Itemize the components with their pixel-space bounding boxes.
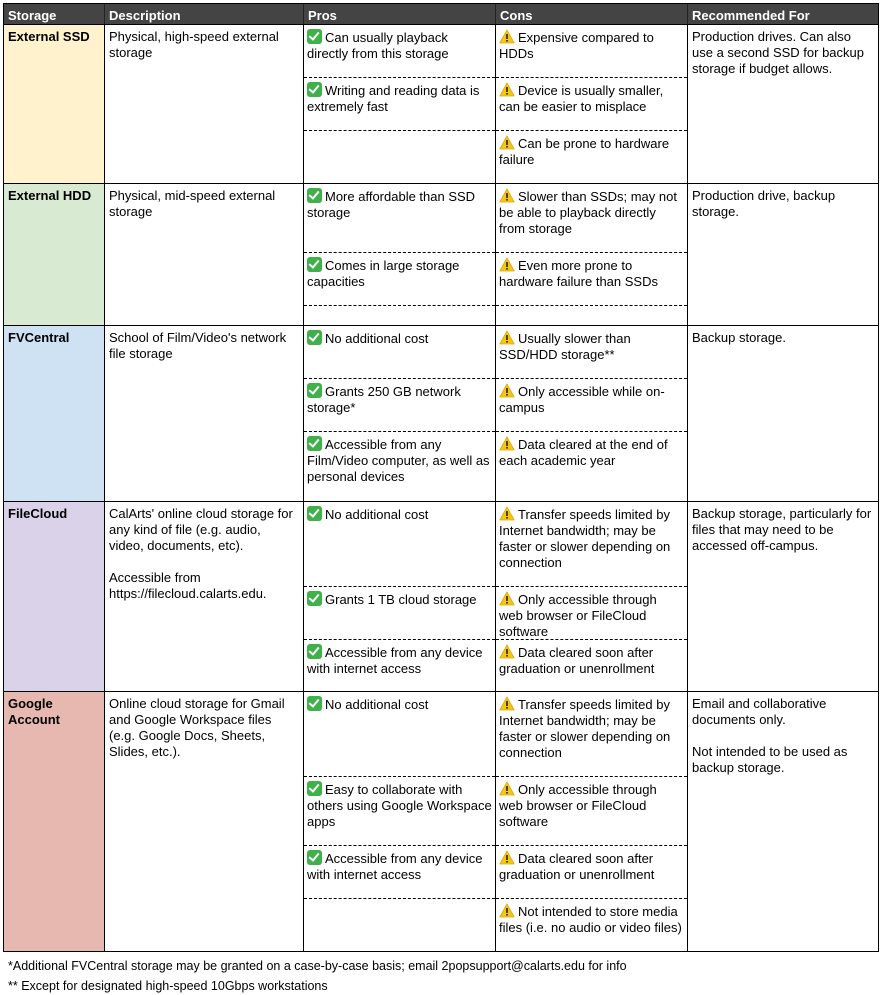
warning-sign-icon	[499, 696, 515, 711]
pro-item	[304, 306, 495, 325]
warning-sign-icon	[499, 591, 515, 606]
recommended-text: Production drives. Can also use a second SSD for backup storage if budget allows.	[692, 29, 864, 76]
con-text: Transfer speeds limited by Internet bandwidth; may be faster or slower depending on connection	[499, 697, 671, 760]
pro-item	[304, 432, 495, 501]
con-item	[496, 78, 687, 131]
white-check-mark-icon	[307, 436, 322, 451]
warning-sign-icon	[499, 188, 515, 203]
pro-text: Easy to collaborate with others using Google Workspace apps	[307, 782, 492, 829]
white-check-mark-icon	[307, 82, 322, 97]
pro-text: Comes in large storage capacities	[307, 258, 460, 289]
pros-cell	[304, 25, 496, 183]
warning-sign-icon	[499, 644, 515, 659]
recommended-cell	[688, 326, 878, 501]
con-text: Transfer speeds limited by Internet bandwidth; may be faster or slower depending on connection	[499, 507, 671, 570]
recommended-cell	[688, 692, 878, 951]
pro-text: Writing and reading data is extremely fast	[307, 83, 480, 114]
pro-item	[304, 379, 495, 432]
cons-cell	[496, 502, 688, 691]
pro-text: Accessible from any device with internet access	[307, 851, 483, 882]
pro-item	[304, 777, 495, 846]
pros-cell	[304, 184, 496, 325]
warning-sign-icon	[499, 781, 515, 796]
con-text: Device is usually smaller, can be easier to misplace	[499, 83, 664, 114]
pro-text: Grants 250 GB network storage*	[307, 384, 461, 415]
recommended-text: Email and collaborative documents only.	[692, 696, 827, 727]
pro-item	[304, 131, 495, 183]
table-body	[4, 24, 878, 951]
warning-sign-icon	[499, 903, 515, 918]
pros-cell	[304, 692, 496, 951]
description-text: Accessible from https://filecloud.calarts.edu.	[109, 570, 267, 601]
con-text: Only accessible through web browser or FileCloud software	[499, 782, 657, 829]
pro-item	[304, 253, 495, 306]
warning-sign-icon	[499, 850, 515, 865]
recommended-text: Backup storage.	[692, 330, 786, 345]
pro-item	[304, 184, 495, 253]
recommended-cell	[688, 184, 878, 325]
white-check-mark-icon	[307, 781, 322, 796]
con-item	[496, 253, 687, 306]
header-storage: Storage	[4, 4, 105, 24]
con-item	[496, 777, 687, 846]
warning-sign-icon	[499, 436, 515, 451]
pro-item	[304, 502, 495, 587]
pro-item	[304, 899, 495, 951]
pro-text: Accessible from any Film/Video computer, as well as personal devices	[307, 437, 490, 484]
pro-text: Accessible from any device with internet access	[307, 645, 483, 676]
con-item	[496, 379, 687, 432]
description-cell	[105, 326, 304, 501]
con-item	[496, 184, 687, 253]
description-cell	[105, 502, 304, 691]
white-check-mark-icon	[307, 696, 322, 711]
header-recommended: Recommended For	[692, 8, 810, 23]
pro-text: More affordable than SSD storage	[307, 189, 476, 220]
pro-item	[304, 640, 495, 691]
con-text: Not intended to store media files (i.e. no audio or video files)	[499, 904, 682, 935]
pro-item	[304, 846, 495, 899]
description-text: Physical, high-speed external storage	[109, 29, 279, 60]
recommended-text: Not intended to be used as backup storage.	[692, 744, 848, 775]
storage-cell: External HDD	[4, 184, 105, 325]
storage-cell: FileCloud	[4, 502, 105, 691]
warning-sign-icon	[499, 82, 515, 97]
pro-text: Can usually playback directly from this storage	[307, 30, 449, 61]
con-text: Expensive compared to HDDs	[499, 30, 654, 61]
warning-sign-icon	[499, 135, 515, 150]
table-row	[4, 183, 878, 325]
white-check-mark-icon	[307, 644, 322, 659]
con-text: Even more prone to hardware failure than SSDs	[499, 258, 658, 289]
con-text: Data cleared soon after graduation or unenrollment	[499, 851, 655, 882]
warning-sign-icon	[499, 383, 515, 398]
con-item	[496, 640, 687, 691]
pros-cell	[304, 502, 496, 691]
table-row	[4, 501, 878, 691]
pro-item	[304, 326, 495, 379]
header-description: Description	[105, 4, 304, 24]
cons-cell	[496, 692, 688, 951]
table-row	[4, 24, 878, 183]
table-row	[4, 691, 878, 951]
description-text: Physical, mid-speed external storage	[109, 188, 276, 219]
warning-sign-icon	[499, 29, 515, 44]
white-check-mark-icon	[307, 29, 322, 44]
pro-text: No additional cost	[325, 697, 429, 712]
warning-sign-icon	[499, 506, 515, 521]
con-item	[496, 692, 687, 777]
con-text: Data cleared soon after graduation or unenrollment	[499, 645, 655, 676]
pro-text: Grants 1 TB cloud storage	[325, 592, 477, 607]
pro-item	[304, 78, 495, 131]
description-cell	[105, 184, 304, 325]
storage-cell: Google Account	[4, 692, 105, 951]
con-text: Only accessible through web browser or FileCloud software	[499, 592, 657, 639]
description-text: School of Film/Video's network file storage	[109, 330, 287, 361]
pro-text: No additional cost	[325, 331, 429, 346]
storage-comparison-table	[3, 3, 879, 952]
con-text: Only accessible while on-campus	[499, 384, 665, 415]
con-item	[496, 306, 687, 325]
recommended-cell	[688, 502, 878, 691]
cons-cell	[496, 25, 688, 183]
table-header	[4, 4, 878, 24]
con-item	[496, 846, 687, 899]
cons-cell	[496, 326, 688, 501]
con-item	[496, 899, 687, 951]
recommended-text: Production drive, backup storage.	[692, 188, 836, 219]
pro-item	[304, 692, 495, 777]
white-check-mark-icon	[307, 850, 322, 865]
description-cell	[105, 692, 304, 951]
con-item	[496, 587, 687, 640]
con-text: Usually slower than SSD/HDD storage**	[499, 331, 631, 362]
description-cell	[105, 25, 304, 183]
recommended-text: Backup storage, particularly for files that may need to be accessed off-campus.	[692, 506, 872, 553]
description-text: CalArts' online cloud storage for any kind of file (e.g. audio, video, documents, etc).	[109, 506, 293, 553]
white-check-mark-icon	[307, 506, 322, 521]
con-item	[496, 25, 687, 78]
warning-sign-icon	[499, 330, 515, 345]
header-pros: Pros	[304, 4, 496, 24]
white-check-mark-icon	[307, 383, 322, 398]
pro-text: No additional cost	[325, 507, 429, 522]
header-cons: Cons	[496, 4, 688, 24]
warning-sign-icon	[499, 257, 515, 272]
con-text: Can be prone to hardware failure	[499, 136, 670, 167]
con-item	[496, 502, 687, 587]
con-item	[496, 432, 687, 501]
storage-cell: FVCentral	[4, 326, 105, 501]
con-item	[496, 326, 687, 379]
white-check-mark-icon	[307, 257, 322, 272]
white-check-mark-icon	[307, 591, 322, 606]
storage-cell: External SSD	[4, 25, 105, 183]
con-text: Slower than SSDs; may not be able to playback directly from storage	[499, 189, 677, 236]
table-row	[4, 325, 878, 501]
con-text: Data cleared at the end of each academic year	[499, 437, 668, 468]
footnote-storage: *Additional FVCentral storage may be granted on a case-by-case basis; email 2popsupport@calarts.edu for info	[8, 959, 627, 973]
white-check-mark-icon	[307, 188, 322, 203]
cons-cell	[496, 184, 688, 325]
recommended-cell	[688, 25, 878, 183]
footnote-workstations: ** Except for designated high-speed 10Gbps workstations	[8, 979, 328, 993]
pros-cell	[304, 326, 496, 501]
pro-item	[304, 25, 495, 78]
white-check-mark-icon	[307, 330, 322, 345]
description-text: Online cloud storage for Gmail and Google Workspace files (e.g. Google Docs, Sheets, Slides, etc.).	[109, 696, 285, 759]
con-item	[496, 131, 687, 183]
pro-item	[304, 587, 495, 640]
